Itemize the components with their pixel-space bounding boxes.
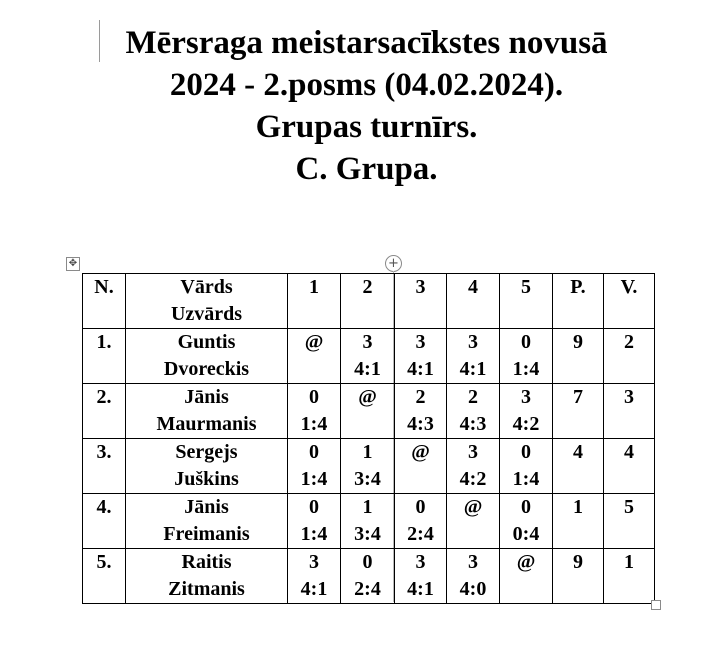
result-cell (447, 494, 500, 549)
result-cell (341, 384, 395, 439)
result-cell (288, 384, 341, 439)
result-points: @ (304, 331, 324, 353)
result-points: 2 (415, 386, 426, 408)
result-cell (288, 329, 341, 384)
result-score: 1:4 (512, 358, 540, 380)
result-points: 3 (468, 551, 478, 573)
table-row (83, 384, 655, 439)
result-score: 4:1 (300, 578, 328, 600)
result-cell (395, 329, 447, 384)
result-points: @ (516, 551, 536, 573)
result-cell (341, 439, 395, 494)
result-points: 0 (521, 331, 531, 353)
title-line-1: Mērsraga meistarsacīkstes novusā (125, 25, 608, 61)
result-cell (500, 384, 553, 439)
result-points: 0 (521, 496, 531, 518)
result-points: 0 (521, 441, 531, 463)
result-cell (341, 329, 395, 384)
result-cell (447, 549, 500, 604)
row-number: 2. (83, 384, 126, 439)
header-col-5: 5 (500, 274, 553, 329)
result-cell (500, 494, 553, 549)
result-score: 3:4 (354, 523, 381, 545)
result-cell (341, 494, 395, 549)
header-row (83, 274, 655, 329)
header-col-2: 2 (341, 274, 395, 329)
final-place: 4 (604, 439, 655, 494)
result-points: 2 (468, 386, 478, 408)
player-last-name: Freimanis (163, 523, 250, 545)
player-name (126, 549, 288, 604)
header-col-3: 3 (395, 274, 447, 329)
total-points: 4 (553, 439, 604, 494)
result-score: 4:1 (354, 358, 381, 380)
header-col-1: 1 (288, 274, 341, 329)
result-cell (447, 439, 500, 494)
result-points: @ (463, 496, 483, 518)
player-first-name: Sergejs (175, 441, 238, 463)
result-points: 3 (468, 441, 478, 463)
table-row (83, 439, 655, 494)
title-line-4: C. Grupa. (295, 151, 438, 187)
resize-handle-icon[interactable] (651, 600, 661, 610)
player-first-name: Jānis (184, 496, 229, 518)
row-number: 1. (83, 329, 126, 384)
move-icon[interactable]: ✥ (66, 257, 80, 271)
header-number: N. (83, 274, 126, 329)
header-points: P. (553, 274, 604, 329)
result-score: 4:2 (459, 468, 487, 490)
result-cell (395, 384, 447, 439)
result-score: 4:1 (407, 578, 434, 600)
table-row (83, 549, 655, 604)
result-score: 4:1 (407, 358, 434, 380)
result-points: 3 (415, 331, 426, 353)
text-cursor (99, 20, 100, 62)
table-row (83, 494, 655, 549)
result-score: 4:3 (459, 413, 487, 435)
player-first-name: Raitis (181, 551, 232, 573)
result-cell (500, 329, 553, 384)
player-name (126, 439, 288, 494)
result-points: 0 (309, 496, 319, 518)
result-points: 0 (309, 386, 319, 408)
header-place: V. (604, 274, 655, 329)
result-score: 3:4 (354, 468, 381, 490)
result-cell (500, 439, 553, 494)
player-last-name: Dvoreckis (163, 358, 250, 380)
final-place: 3 (604, 384, 655, 439)
result-cell (500, 549, 553, 604)
total-points: 9 (553, 329, 604, 384)
player-last-name: Juškins (174, 468, 239, 490)
result-points: 3 (309, 551, 319, 573)
plus-circle-icon[interactable]: + (385, 255, 402, 272)
final-place: 2 (604, 329, 655, 384)
result-score: 0:4 (512, 523, 540, 545)
total-points: 7 (553, 384, 604, 439)
result-cell (395, 439, 447, 494)
result-score: 1:4 (300, 523, 328, 545)
result-cell (288, 494, 341, 549)
title-line-2: 2024 - 2.posms (04.02.2024). (169, 67, 564, 103)
header-col-4: 4 (447, 274, 500, 329)
result-cell (395, 549, 447, 604)
result-score: 4:0 (459, 578, 487, 600)
final-place: 5 (604, 494, 655, 549)
total-points: 1 (553, 494, 604, 549)
player-first-name: Jānis (184, 386, 229, 408)
result-score: 2:4 (407, 523, 434, 545)
player-name (126, 494, 288, 549)
result-score: 1:4 (300, 413, 328, 435)
table-row (83, 329, 655, 384)
player-last-name: Maurmanis (156, 413, 257, 435)
result-points: 3 (521, 386, 531, 408)
document-title (0, 22, 705, 190)
title-line-3: Grupas turnīrs. (255, 109, 478, 145)
results-table (82, 273, 655, 604)
result-points: 3 (468, 331, 478, 353)
result-score: 2:4 (354, 578, 381, 600)
row-number: 3. (83, 439, 126, 494)
result-points: 1 (362, 441, 373, 463)
result-cell (341, 549, 395, 604)
result-cell (288, 439, 341, 494)
header-name-last: Uzvārds (170, 303, 243, 325)
result-cell (395, 494, 447, 549)
result-score: 1:4 (300, 468, 328, 490)
header-name-first: Vārds (180, 276, 233, 298)
result-score: 1:4 (512, 468, 540, 490)
result-points: 0 (309, 441, 319, 463)
header-name (126, 274, 288, 329)
player-name (126, 329, 288, 384)
result-cell (447, 329, 500, 384)
row-number: 4. (83, 494, 126, 549)
player-first-name: Guntis (177, 331, 236, 353)
result-points: @ (358, 386, 377, 408)
result-points: 3 (362, 331, 373, 353)
result-cell (288, 549, 341, 604)
final-place: 1 (604, 549, 655, 604)
result-points: @ (411, 441, 430, 463)
result-points: 0 (415, 496, 426, 518)
total-points: 9 (553, 549, 604, 604)
result-score: 4:3 (407, 413, 434, 435)
row-number: 5. (83, 549, 126, 604)
result-points: 3 (415, 551, 426, 573)
result-score: 4:2 (512, 413, 540, 435)
player-name (126, 384, 288, 439)
result-score: 4:1 (459, 358, 487, 380)
player-last-name: Zitmanis (168, 578, 245, 600)
result-points: 1 (362, 496, 373, 518)
result-cell (447, 384, 500, 439)
result-points: 0 (362, 551, 373, 573)
